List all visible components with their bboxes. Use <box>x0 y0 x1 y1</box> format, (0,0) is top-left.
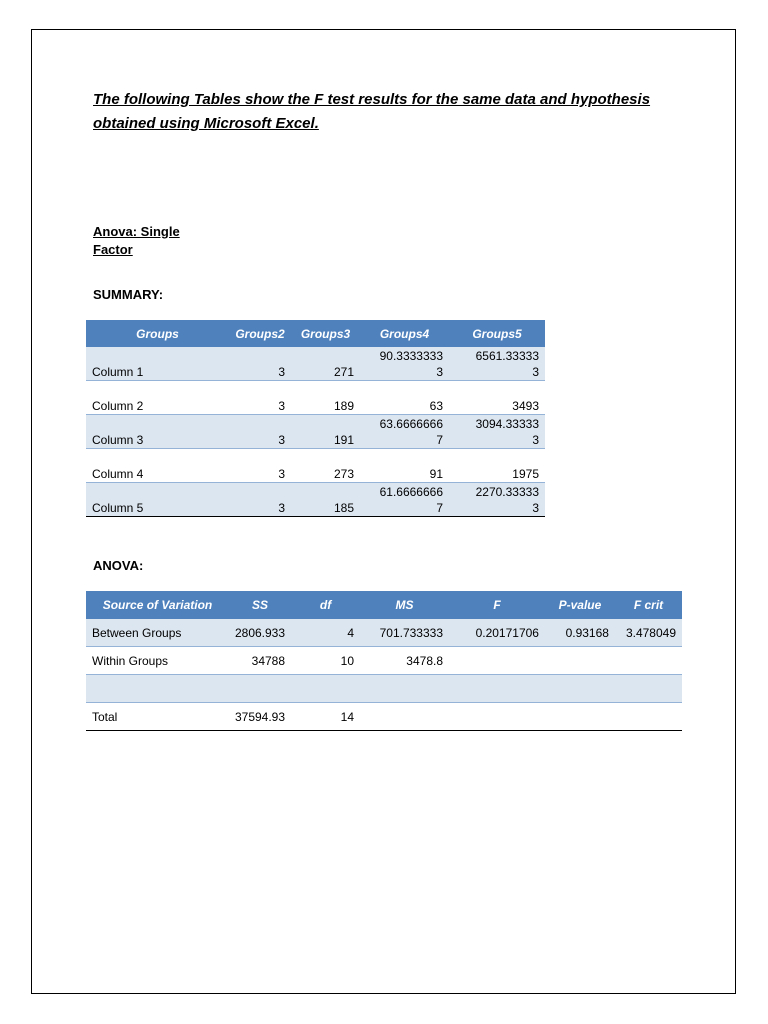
header-ms: MS <box>360 591 449 619</box>
header-p-value: P-value <box>545 591 615 619</box>
cell-ms: 3478.8 <box>360 647 449 675</box>
cell-variance <box>449 347 545 381</box>
cell-source: Total <box>86 703 229 731</box>
header-source-of-variation: Source of Variation <box>86 591 229 619</box>
cell-source: Within Groups <box>86 647 229 675</box>
header-groups4: Groups4 <box>360 320 449 347</box>
cell-variance-line-1: 3094.33333 <box>475 417 539 431</box>
cell-f <box>449 647 545 675</box>
table-row <box>86 381 545 415</box>
cell-variance-line-2: 3 <box>532 433 539 447</box>
anova-title-line-2: Factor <box>93 242 133 257</box>
cell-f-crit <box>615 647 682 675</box>
page-heading <box>93 88 693 136</box>
cell-count: 3 <box>229 449 291 483</box>
cell-variance <box>449 449 545 483</box>
anova-label: ANOVA: <box>93 558 144 573</box>
cell-variance <box>449 483 545 517</box>
cell-count: 3 <box>229 483 291 517</box>
cell-df: 10 <box>291 647 360 675</box>
row-name: Column 4 <box>86 449 229 483</box>
cell-sum: 191 <box>291 415 360 449</box>
cell-variance-line-2: 1975 <box>512 467 539 481</box>
table-row <box>86 675 682 703</box>
cell-p-value <box>545 675 615 703</box>
anova-header-row <box>86 591 682 619</box>
cell-p-value: 0.93168 <box>545 619 615 647</box>
header-groups3: Groups3 <box>291 320 360 347</box>
header-groups2: Groups2 <box>229 320 291 347</box>
cell-ms <box>360 703 449 731</box>
anova-table <box>86 591 682 731</box>
cell-df <box>291 675 360 703</box>
cell-p-value <box>545 647 615 675</box>
cell-ms <box>360 675 449 703</box>
cell-count: 3 <box>229 381 291 415</box>
header-f-crit: F crit <box>615 591 682 619</box>
summary-header-row <box>86 320 545 347</box>
cell-variance-line-1: 6561.33333 <box>475 349 539 363</box>
cell-f <box>449 675 545 703</box>
row-name: Column 5 <box>86 483 229 517</box>
cell-variance <box>449 381 545 415</box>
cell-source: Between Groups <box>86 619 229 647</box>
summary-label: SUMMARY: <box>93 287 164 302</box>
header-f: F <box>449 591 545 619</box>
table-row <box>86 647 682 675</box>
cell-count: 3 <box>229 347 291 381</box>
cell-variance <box>449 415 545 449</box>
summary-table <box>86 320 545 517</box>
row-name: Column 3 <box>86 415 229 449</box>
cell-f-crit <box>615 703 682 731</box>
anova-single-factor-title <box>93 223 180 259</box>
cell-ss: 34788 <box>229 647 291 675</box>
cell-average-line-1: 61.6666666 <box>379 485 443 499</box>
cell-f-crit: 3.478049 <box>615 619 682 647</box>
cell-count: 3 <box>229 415 291 449</box>
anova-title-line-1: Anova: Single <box>93 224 180 239</box>
cell-variance-line-2: 3 <box>532 365 539 379</box>
cell-variance-line-1: 2270.33333 <box>475 485 539 499</box>
cell-f <box>449 703 545 731</box>
cell-average <box>360 449 449 483</box>
cell-sum: 185 <box>291 483 360 517</box>
header-groups5: Groups5 <box>449 320 545 347</box>
cell-average <box>360 381 449 415</box>
header-df: df <box>291 591 360 619</box>
cell-sum: 189 <box>291 381 360 415</box>
table-row <box>86 703 682 731</box>
cell-ms: 701.733333 <box>360 619 449 647</box>
table-row <box>86 483 545 517</box>
cell-average-line-2: 7 <box>436 501 443 515</box>
cell-df: 14 <box>291 703 360 731</box>
cell-average-line-1: 90.3333333 <box>379 349 443 363</box>
heading-line-2: obtained using Microsoft Excel. <box>93 115 319 132</box>
cell-average-line-2: 91 <box>429 467 443 481</box>
cell-variance-line-2: 3493 <box>512 399 539 413</box>
cell-source <box>86 675 229 703</box>
heading-line-1: The following Tables show the F test results for the same data and hypothesis <box>93 91 651 108</box>
table-row <box>86 619 682 647</box>
header-ss: SS <box>229 591 291 619</box>
cell-average-line-2: 3 <box>436 365 443 379</box>
row-name: Column 1 <box>86 347 229 381</box>
cell-df: 4 <box>291 619 360 647</box>
cell-ss: 37594.93 <box>229 703 291 731</box>
table-row <box>86 347 545 381</box>
table-row <box>86 449 545 483</box>
cell-sum: 271 <box>291 347 360 381</box>
row-name: Column 2 <box>86 381 229 415</box>
header-groups: Groups <box>86 320 229 347</box>
cell-f-crit <box>615 675 682 703</box>
cell-average <box>360 347 449 381</box>
cell-variance-line-2: 3 <box>532 501 539 515</box>
cell-ss: 2806.933 <box>229 619 291 647</box>
table-row <box>86 415 545 449</box>
cell-average-line-2: 7 <box>436 433 443 447</box>
cell-average-line-1: 63.6666666 <box>379 417 443 431</box>
cell-ss <box>229 675 291 703</box>
cell-f: 0.20171706 <box>449 619 545 647</box>
cell-p-value <box>545 703 615 731</box>
cell-average-line-2: 63 <box>429 399 443 413</box>
cell-average <box>360 415 449 449</box>
cell-average <box>360 483 449 517</box>
cell-sum: 273 <box>291 449 360 483</box>
